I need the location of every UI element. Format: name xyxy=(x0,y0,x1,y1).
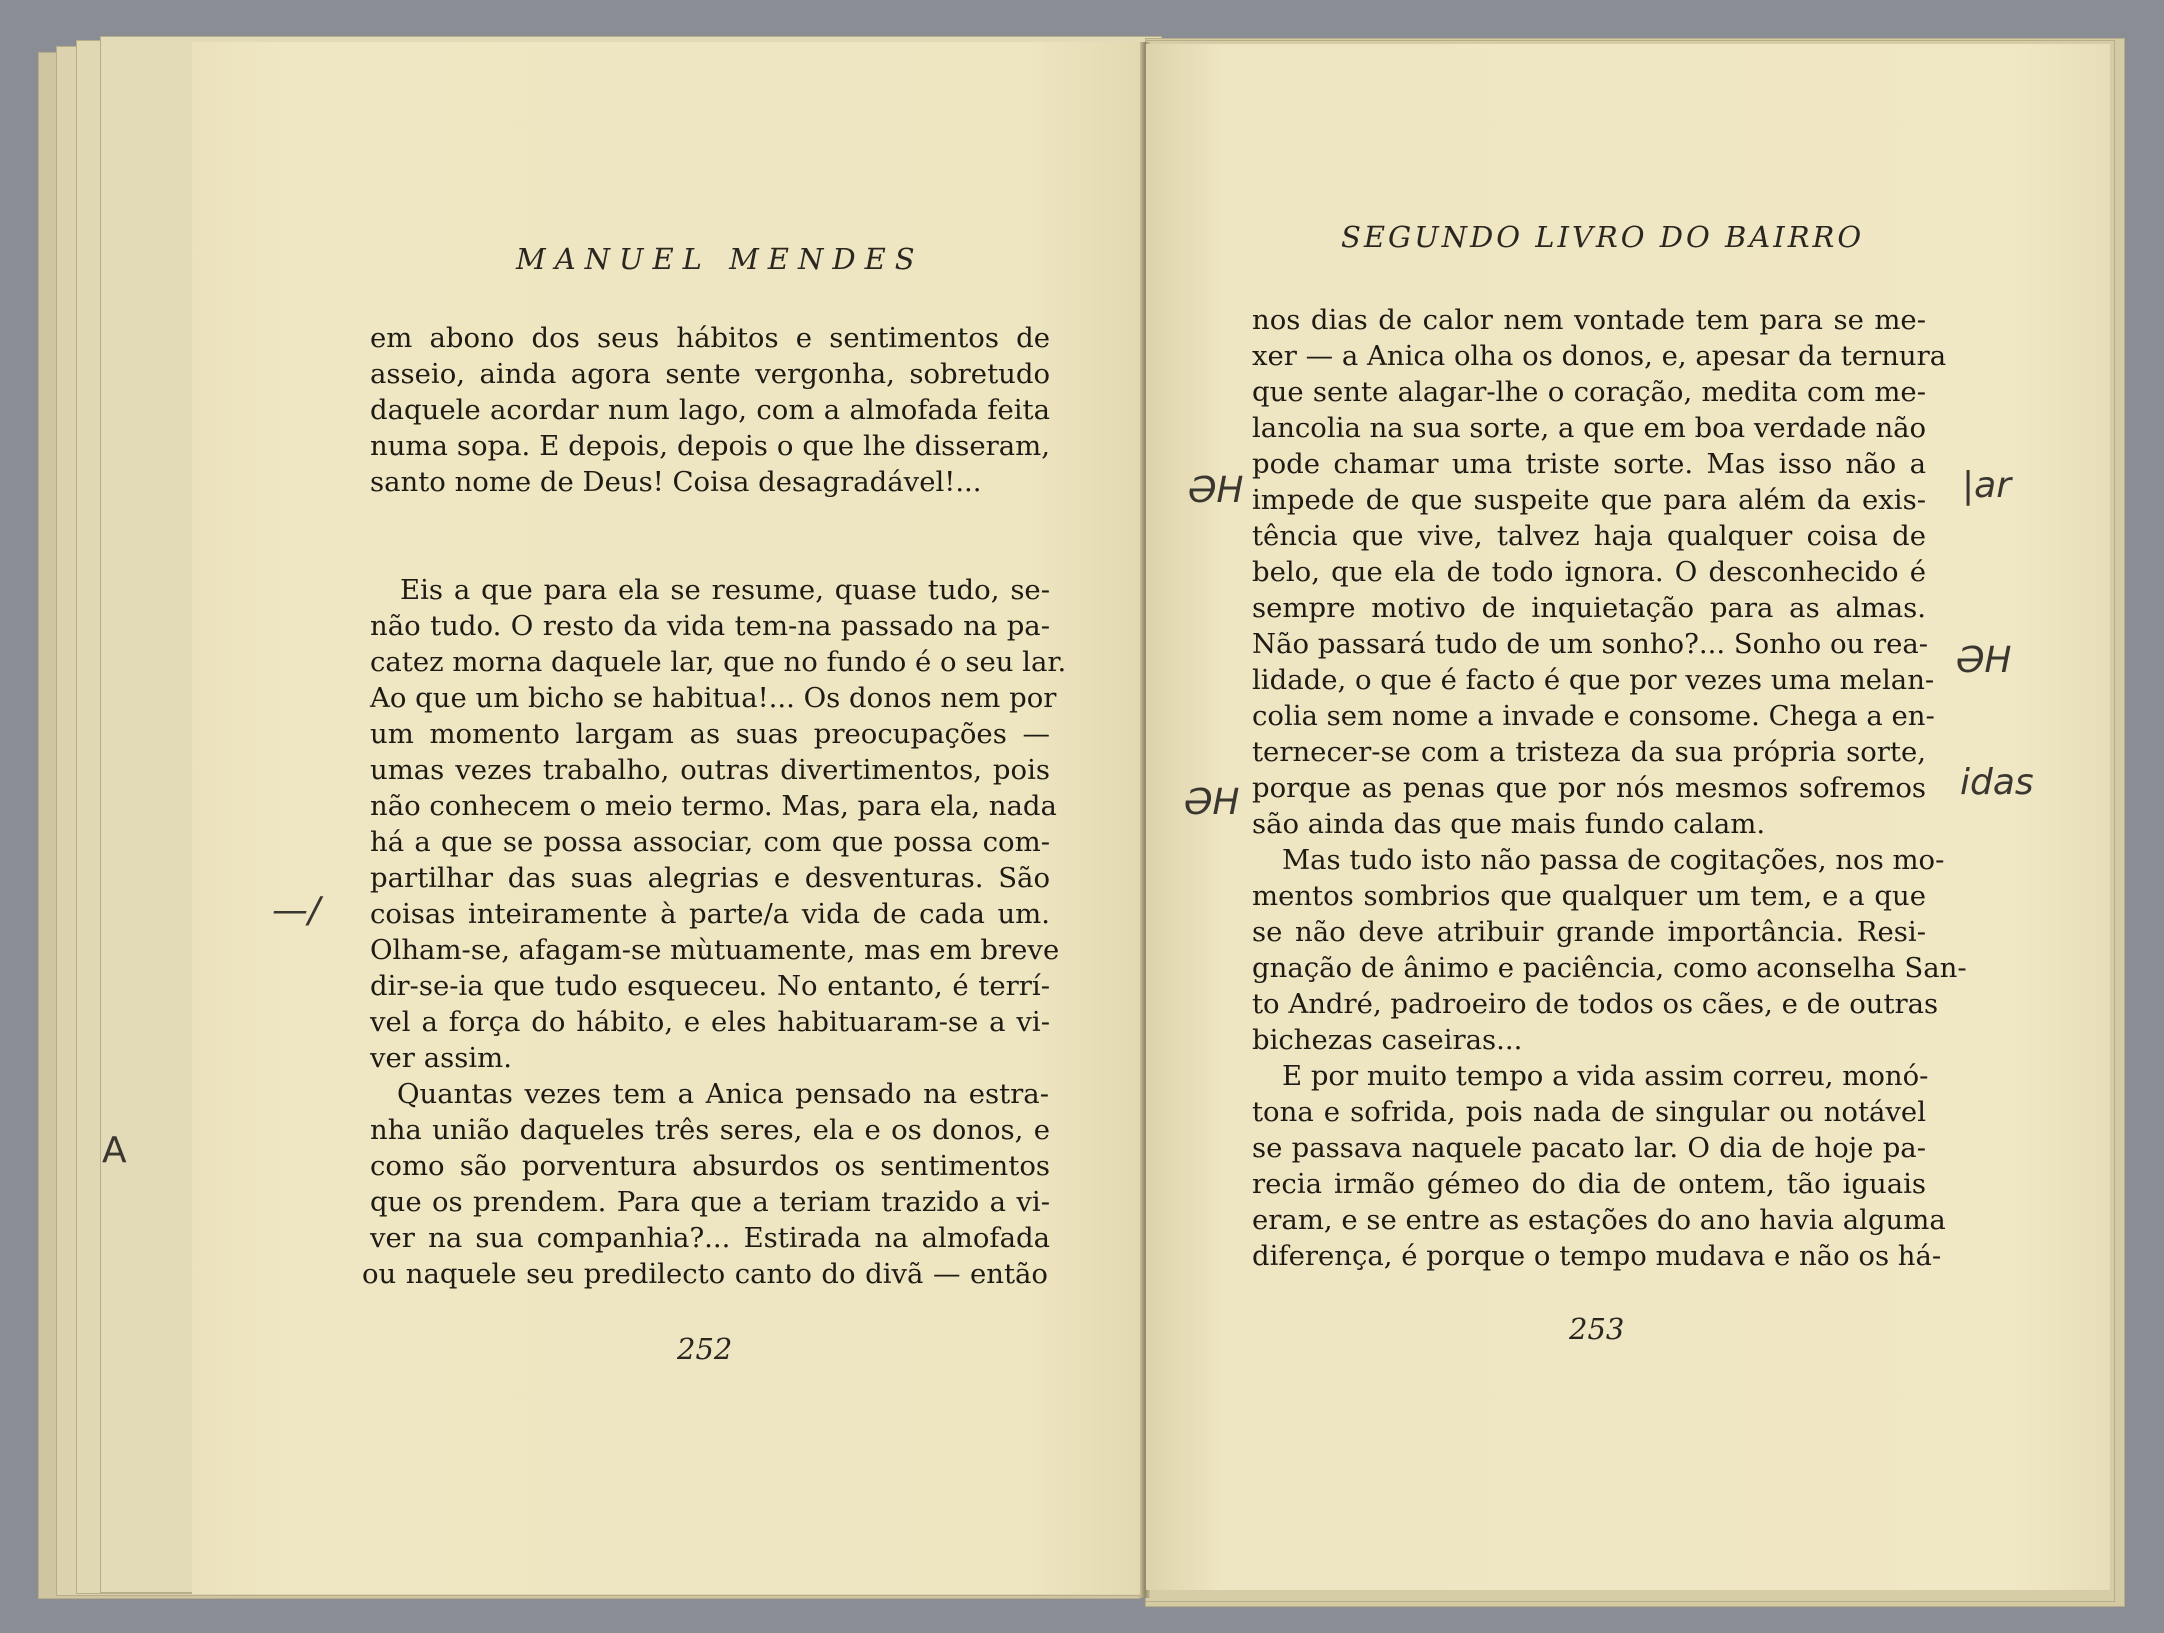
text-line: gnação de ânimo e paciência, como aconselha San- xyxy=(1252,952,1967,984)
text-line: se não deve atribuir grande importância. Resi- xyxy=(1252,916,1926,948)
running-header: SEGUNDO LIVRO DO BAIRRO xyxy=(1341,220,1865,254)
text-line: ver na sua companhia?... Estirada na almofada xyxy=(370,1222,1050,1254)
text-line: mentos sombrios que qualquer um tem, e a que xyxy=(1252,880,1926,912)
text-line: ver assim. xyxy=(370,1042,512,1074)
handwritten-mark: ƏH xyxy=(1184,782,1240,823)
text-line: que os prendem. Para que a teriam trazido a vi- xyxy=(370,1186,1050,1218)
text-line: em abono dos seus hábitos e sentimentos de xyxy=(370,322,1050,354)
text-line: xer — a Anica olha os donos, e, apesar da ternura xyxy=(1252,340,1947,372)
text-line: asseio, ainda agora sente vergonha, sobretudo xyxy=(370,358,1050,390)
text-line: Ao que um bicho se habitua!... Os donos nem por xyxy=(370,682,1057,714)
handwritten-mark: ƏH xyxy=(1188,470,1244,511)
text-line: Quantas vezes tem a Anica pensado na estra- xyxy=(397,1078,1049,1110)
text-line: numa sopa. E depois, depois o que lhe disseram, xyxy=(370,430,1050,462)
text-line: nha união daqueles três seres, ela e os donos, e xyxy=(370,1114,1050,1146)
text-line: porque as penas que por nós mesmos sofremos xyxy=(1252,772,1926,804)
text-line: são ainda das que mais fundo calam. xyxy=(1252,808,1766,840)
text-line: se passava naquele pacato lar. O dia de hoje pa- xyxy=(1252,1132,1926,1164)
text-line: vel a força do hábito, e eles habituaram-se a vi- xyxy=(370,1006,1050,1038)
text-line: há a que se possa associar, com que possa com- xyxy=(370,826,1050,858)
text-line: daquele acordar num lago, com a almofada feita xyxy=(370,394,1050,426)
text-line: pode chamar uma triste sorte. Mas isso não a xyxy=(1252,448,1926,480)
text-line: sempre motivo de inquietação para as almas. xyxy=(1252,592,1926,624)
text-line: não conhecem o meio termo. Mas, para ela, nada xyxy=(370,790,1057,822)
text-line: tência que vive, talvez haja qualquer coisa de xyxy=(1252,520,1926,552)
handwritten-mark: |ar xyxy=(1962,465,2011,506)
text-line: to André, padroeiro de todos os cães, e de outras xyxy=(1252,988,1939,1020)
text-line: catez morna daquele lar, que no fundo é o seu lar. xyxy=(370,646,1067,678)
text-line: dir-se-ia que tudo esqueceu. No entanto, é terrí- xyxy=(370,970,1050,1002)
text-line: diferença, é porque o tempo mudava e não os há- xyxy=(1252,1240,1942,1272)
text-line: umas vezes trabalho, outras divertimentos, pois xyxy=(370,754,1050,786)
text-line: eram, e se entre as estações do ano havia alguma xyxy=(1252,1204,1946,1236)
text-line: ternecer-se com a tristeza da sua própria sorte, xyxy=(1252,736,1926,768)
right-page xyxy=(1146,44,2110,1590)
page-number: 252 xyxy=(677,1332,733,1366)
running-header: MANUEL MENDES xyxy=(516,242,924,276)
text-line: tona e sofrida, pois nada de singular ou notável xyxy=(1252,1096,1926,1128)
text-line: impede de que suspeite que para além da exis- xyxy=(1252,484,1926,516)
text-line: como são porventura absurdos os sentimentos xyxy=(370,1150,1050,1182)
text-line: Mas tudo isto não passa de cogitações, nos mo- xyxy=(1282,844,1945,876)
text-line: coisas inteiramente à parte/a vida de cada um. xyxy=(370,898,1050,930)
handwritten-mark: —/ xyxy=(272,890,321,931)
text-line: E por muito tempo a vida assim correu, monó- xyxy=(1282,1060,1929,1092)
text-line: bichezas caseiras... xyxy=(1252,1024,1523,1056)
text-line: nos dias de calor nem vontade tem para se me- xyxy=(1252,304,1926,336)
text-line: recia irmão gémeo do dia de ontem, tão iguais xyxy=(1252,1168,1926,1200)
text-line: colia sem nome a invade e consome. Chega a en- xyxy=(1252,700,1935,732)
text-line: que sente alagar-lhe o coração, medita com me- xyxy=(1252,376,1926,408)
text-line: Não passará tudo de um sonho?... Sonho ou rea- xyxy=(1252,628,1929,660)
text-line: não tudo. O resto da vida tem-na passado na pa- xyxy=(370,610,1050,642)
text-line: lancolia na sua sorte, a que em boa verdade não xyxy=(1252,412,1927,444)
handwritten-mark: A xyxy=(102,1130,127,1171)
text-line: belo, que ela de todo ignora. O desconhecido é xyxy=(1252,556,1926,588)
handwritten-mark: idas xyxy=(1960,762,2034,803)
text-line: santo nome de Deus! Coisa desagradável!... xyxy=(370,466,982,498)
text-line: Olham-se, afagam-se mùtuamente, mas em breve xyxy=(370,934,1060,966)
left-page xyxy=(192,42,1144,1594)
handwritten-mark: ƏH xyxy=(1956,640,2012,681)
text-line: ou naquele seu predilecto canto do divã — então xyxy=(362,1258,1048,1290)
page-number: 253 xyxy=(1569,1312,1625,1346)
text-line: lidade, o que é facto é que por vezes uma melan- xyxy=(1252,664,1935,696)
text-line: partilhar das suas alegrias e desventuras. São xyxy=(370,862,1050,894)
text-line: um momento largam as suas preocupações — xyxy=(370,718,1050,750)
text-line: Eis a que para ela se resume, quase tudo, se- xyxy=(400,574,1050,606)
